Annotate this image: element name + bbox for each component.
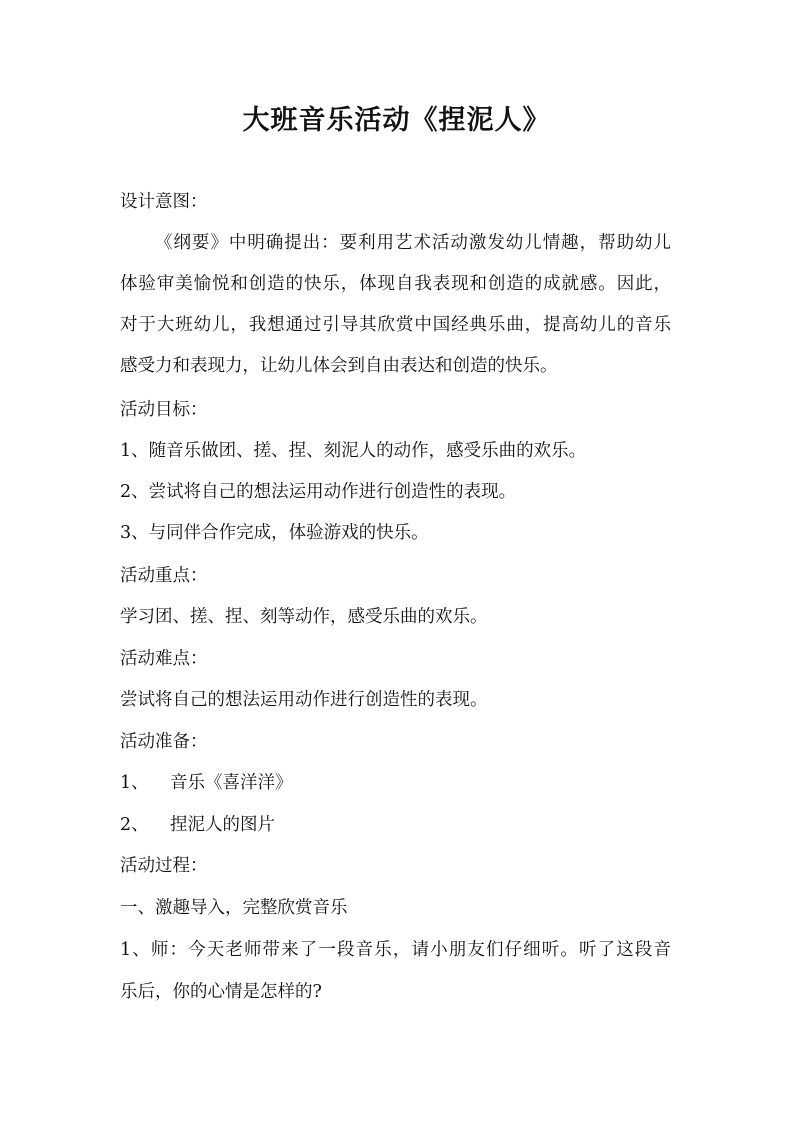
difficulty-text: 尝试将自己的想法运用动作进行创造性的表现。 [120, 690, 488, 710]
process-line: 1、师：今天老师带来了一段音乐，请小朋友们仔细听。听了这段音 [120, 940, 671, 960]
process-step-title: 一、激趣导入，完整欣赏音乐 [120, 898, 348, 918]
document-title: 大班音乐活动《捏泥人》 [242, 105, 551, 136]
prep-heading: 活动准备： [120, 732, 208, 752]
process-heading: 活动过程： [120, 856, 208, 876]
prep-item-text: 音乐《喜洋洋》 [170, 773, 293, 793]
design-line: 感受力和表现力，让幼儿体会到自由表达和创造的快乐。 [120, 356, 558, 376]
prep-item-number: 1、 [120, 773, 149, 793]
goal-item: 1、随音乐做团、搓、捏、刻泥人的动作，感受乐曲的欢乐。 [120, 441, 587, 461]
prep-item [120, 771, 680, 795]
design-line: 《纲要》中明确提出：要利用艺术活动激发幼儿情趣，帮助幼儿 [155, 233, 671, 253]
key-heading: 活动重点： [120, 566, 208, 586]
prep-item [120, 813, 680, 837]
design-line: 对于大班幼儿，我想通过引导其欣赏中国经典乐曲，提高幼儿的音乐 [120, 315, 671, 335]
key-text: 学习团、搓、捏、刻等动作，感受乐曲的欢乐。 [120, 607, 488, 627]
design-heading: 设计意图： [120, 192, 208, 212]
goal-item: 2、尝试将自己的想法运用动作进行创造性的表现。 [120, 482, 517, 502]
process-line: 乐后，你的心情是怎样的? [120, 982, 322, 1002]
prep-item-number: 2、 [120, 815, 149, 835]
design-line: 体验审美愉悦和创造的快乐，体现自我表现和创造的成就感。因此， [120, 274, 671, 294]
prep-item-text: 捏泥人的图片 [170, 815, 275, 835]
goal-item: 3、与同伴合作完成，体验游戏的快乐。 [120, 523, 429, 543]
goals-heading: 活动目标： [120, 400, 208, 420]
difficulty-heading: 活动难点： [120, 649, 208, 669]
